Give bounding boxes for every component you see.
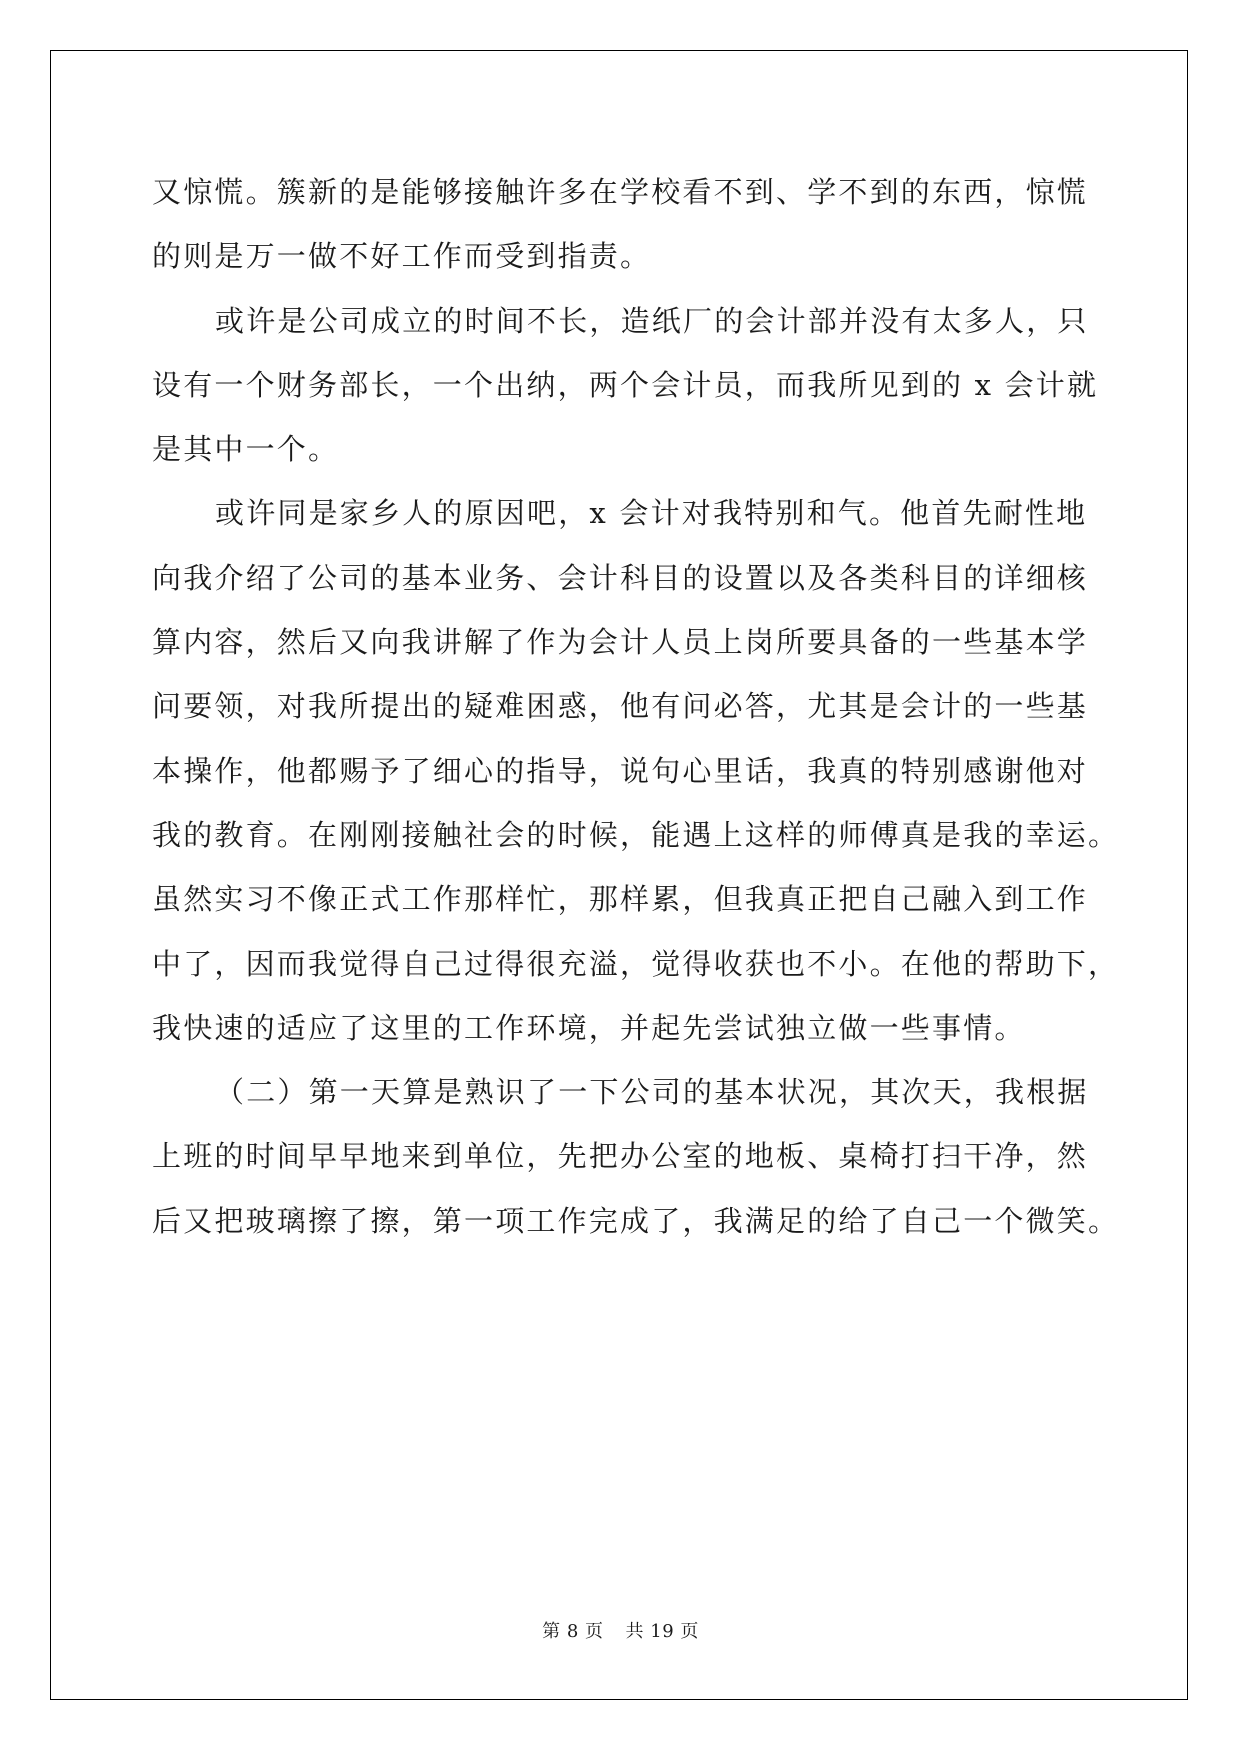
text-line: 向我介绍了公司的基本业务、会计科目的设置以及各类科目的详细核 (152, 560, 1089, 595)
page-number: 第 8 页 (542, 1621, 604, 1642)
page-total: 共 19 页 (625, 1621, 699, 1642)
paragraph-start-line: 或许同是家乡人的原因吧，x 会计对我特别和气。他首先耐性地 (215, 496, 1088, 531)
paragraph-start-line: （二）第一天算是熟识了一下公司的基本状况，其次天，我根据 (215, 1075, 1089, 1110)
text-line: 我的教育。在刚刚接触社会的时候，能遇上这样的师傅真是我的幸运。 (152, 817, 1120, 852)
text-line: 是其中一个。 (152, 432, 340, 467)
text-line: 本操作，他都赐予了细心的指导，说句心里话，我真的特别感谢他对 (152, 753, 1089, 788)
text-line: 我快速的适应了这里的工作环境，并起先尝试独立做一些事情。 (152, 1010, 1026, 1045)
text-line: 后又把玻璃擦了擦，第一项工作完成了，我满足的给了自己一个微笑。 (152, 1203, 1120, 1238)
text-line: 上班的时间早早地来到单位，先把办公室的地板、桌椅打扫干净，然 (152, 1139, 1089, 1174)
page-footer (0, 1617, 1241, 1643)
text-line: 又惊慌。簇新的是能够接触许多在学校看不到、学不到的东西，惊慌 (152, 175, 1089, 209)
document-body (152, 160, 1120, 1253)
text-line: 设有一个财务部长，一个出纳，两个会计员，而我所见到的 x 会计就 (152, 367, 1099, 402)
text-line: 虽然实习不像正式工作那样忙，那样累，但我真正把自己融入到工作 (152, 882, 1089, 917)
text-line: 算内容，然后又向我讲解了作为会计人员上岗所要具备的一些基本学 (152, 625, 1089, 660)
paragraph-start-line: 或许是公司成立的时间不长，造纸厂的会计部并没有太多人，只 (215, 303, 1089, 338)
text-line: 中了，因而我觉得自己过得很充溢，觉得收获也不小。在他的帮助下， (152, 946, 1120, 981)
text-line: 的则是万一做不好工作而受到指责。 (152, 239, 652, 274)
text-line: 问要领，对我所提出的疑难困惑，他有问必答，尤其是会计的一些基 (152, 689, 1089, 724)
